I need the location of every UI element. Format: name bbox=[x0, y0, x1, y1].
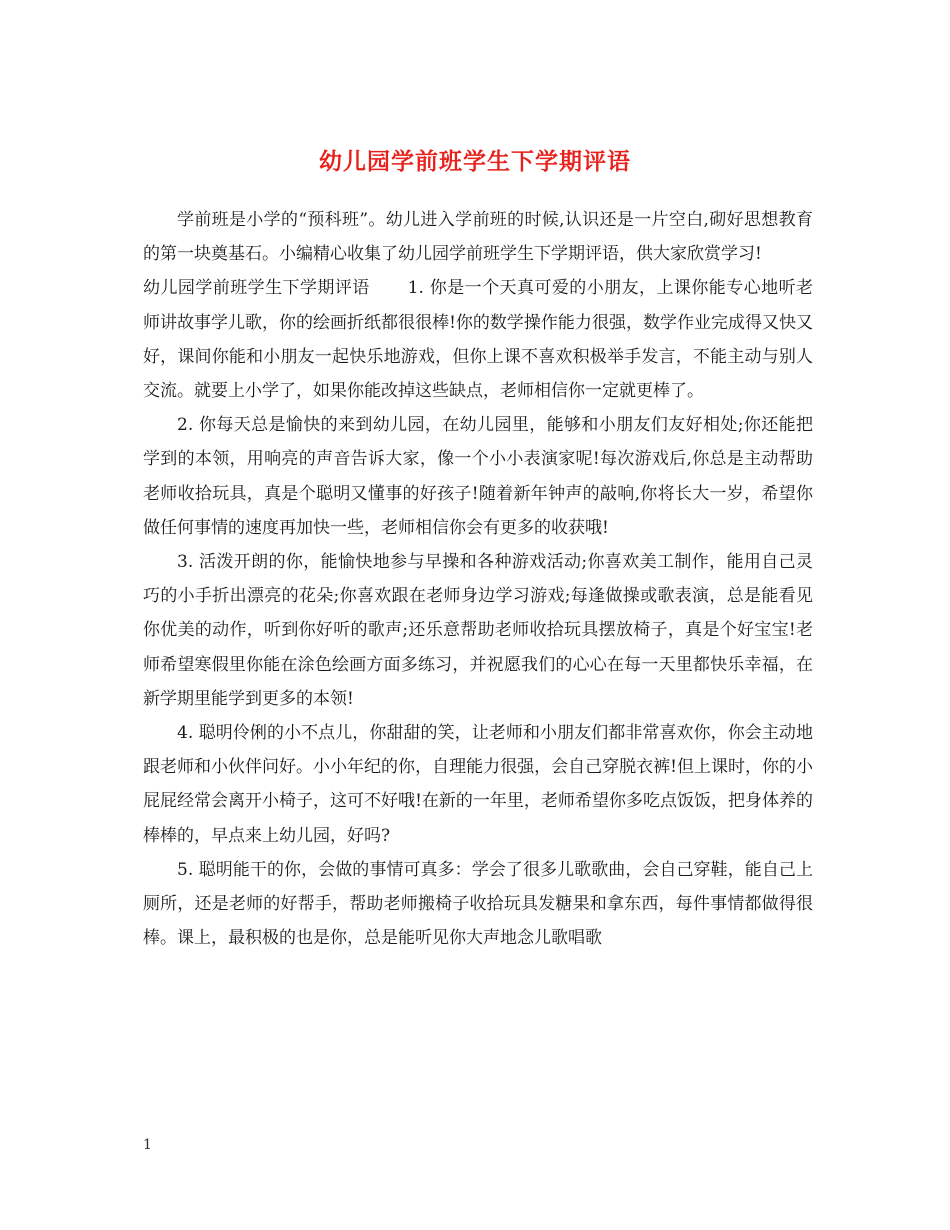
comment-item-4: 4. 聪明伶俐的小不点儿，你甜甜的笑，让老师和小朋友们都非常喜欢你，你会主动地跟老师和小伙伴问好。小小年纪的你，自理能力很强，会自己穿脱衣裤!但上课时，你的小屁屁经常会离开小椅子，这可不好哦!在新的一年里，老师希望你多吃点饭饭，把身体养的棒棒的，早点来上幼儿园，好吗? bbox=[143, 723, 813, 846]
comment-item-1: 1. 你是一个天真可爱的小朋友，上课你能专心地听老师讲故事学儿歌，你的绘画折纸都很很棒!你的数学操作能力很强，数学作业完成得又快又好，课间你能和小朋友一起快乐地游戏，但你上课不喜欢积极举手发言，不能主动与别人交流。就要上小学了，如果你能改掉这些缺点，老师相信你一定就更棒了。 bbox=[143, 278, 814, 402]
comment-item-2: 2. 你每天总是愉快的来到幼儿园，在幼儿园里，能够和小朋友们友好相处;你还能把学到的本领，用响亮的声音告诉大家，像一个小小表演家呢!每次游戏后,你总是主动帮助老师收拾玩具，真是个聪明又懂事的好孩子!随着新年钟声的敲响,你将长大一岁，希望你做任何事情的速度再加快一些，老师相信你会有更多的收获哦! bbox=[143, 415, 813, 538]
comment-item-3: 3. 活泼开朗的你，能愉快地参与早操和各种游戏活动;你喜欢美工制作，能用自己灵巧的小手折出漂亮的花朵;你喜欢跟在老师身边学习游戏;每逢做操或歌表演，总是能看见你优美的动作，听到你好听的歌声;还乐意帮助老师收拾玩具摆放椅子，真是个好宝宝!老师希望寒假里你能在涂色绘画方面多练习，并祝愿我们的心心在每一天里都快乐幸福，在新学期里能学到更多的本领! bbox=[143, 552, 813, 709]
intro-paragraph: 学前班是小学的“预科班”。幼儿进入学前班的时候,认识还是一片空白,砌好思想教育的第一块奠基石。小编精心收集了幼儿园学前班学生下学期评语，供大家欣赏学习! bbox=[143, 210, 813, 265]
page-number: 1 bbox=[143, 1137, 152, 1153]
comment-item-5: 5. 聪明能干的你，会做的事情可真多：学会了很多儿歌歌曲，会自己穿鞋，能自己上厕所，还是老师的好帮手，帮助老师搬椅子收拾玩具发糖果和拿东西，每件事情都做得很棒。课上，最积极的也是你，总是能听见你大声地念儿歌唱歌 bbox=[143, 859, 813, 949]
document-body bbox=[143, 203, 813, 955]
document-title: 幼儿园学前班学生下学期评语 bbox=[319, 148, 631, 176]
section-paragraph-1 bbox=[143, 271, 813, 408]
section-subtitle: 幼儿园学前班学生下学期评语 bbox=[143, 278, 370, 299]
